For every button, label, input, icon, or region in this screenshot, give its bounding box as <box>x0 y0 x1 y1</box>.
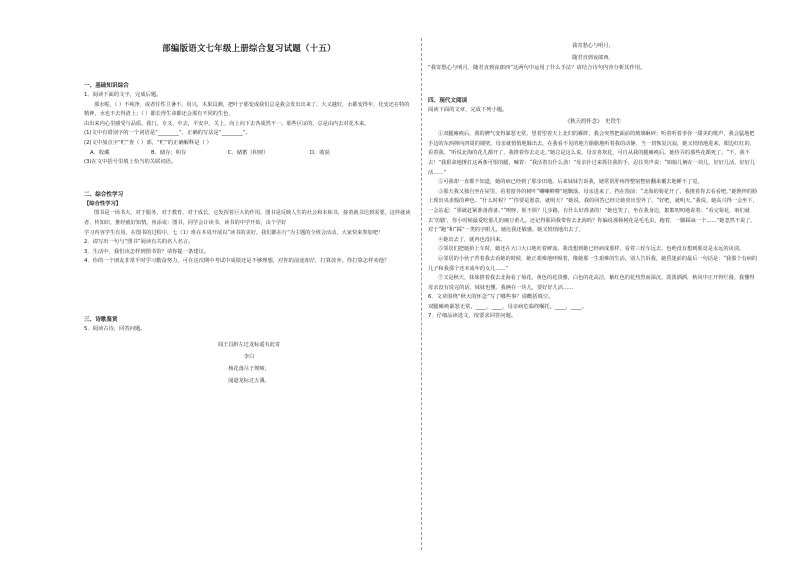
poem-line-2: 闻道龙标过五溪。 <box>228 377 270 384</box>
question-6: 6．文章围绕“秋天的怀念”写了哪些事？请概括填空。 <box>428 294 554 301</box>
poem-author: 李白 <box>243 353 255 360</box>
question-7: 7．仔细品读选文，按要求回答问题。 <box>428 313 517 320</box>
column-divider <box>421 38 422 550</box>
s1-sub3: (3)在文中括号里填上恰当的关联词语。 <box>84 159 177 166</box>
option-c: C．储蓄（积财） <box>227 149 269 156</box>
article-title: 《秋天的怀念》 史铁生 <box>564 119 622 126</box>
poem-line-3: 我寄愁心与明月， <box>572 43 614 49</box>
article-para-1: ①双腿瘫痪后，我的脾气变得暴怒无常。望着望着天上北归的雁阵，我会突然把面前的玻璃砸碎；听着听着李谷一甜美的歌声，我会猛地把手边的东西摔向四周的墙壁。母亲就悄悄地躲出去，在我看不见的地方偷偷地听着我的动静。当一切恢复沉寂，她又悄悄地进来，眼边红红的，看着我。“听说北海的花儿都开了，我推着你去走走。”她总是这么说。母亲喜欢花，可自从我的腿瘫痪后，她侍弄的那些花都死了。“不，我不去！”我狠命地捶打这两条可恨的腿，喊着：“我活着有什么劲！”母亲扑过来抓住我的手，忍住哭声说：“咱娘儿俩在一块儿，好好儿活，好好儿活……” <box>428 131 756 176</box>
right-column <box>428 40 758 322</box>
option-d: D．收获 <box>309 149 330 156</box>
section3-heading: 三、诗歌鉴赏 <box>84 316 118 323</box>
section1-heading: 一、基础知识综合 <box>84 83 129 89</box>
s3-question5: 5．阅读古诗，回答问题。 <box>84 325 146 332</box>
question-6-fill: 双腿瘫痪暴怒无常，____，____，母亲病危临终嘱托，____，____。 <box>428 303 587 310</box>
article-para-7: ⑦又是秋天，妹妹推着我去北海看了菊花。黄色的花淡雅，白色的花高洁，紫红色的花热烈而深沉，泼泼洒洒，秋风中正开得烂漫。我懂得母亲没有说完的话。妹妹也懂。我俩在一块儿，要好好儿活…… <box>428 275 755 291</box>
s1-sub2: (2)文中加点字“贮”查（ ）部，“贮”的正确解释是（ ） <box>84 139 212 146</box>
article-para-6: ⑥邻居的小伙子背着我去看她的时候，她正艰难地呼吸着，像她那一生艰难的生活。别人告诉我，她昏迷前的最后一句话是：“我那个有病的儿子和我那个还未成年的女儿……” <box>428 255 758 272</box>
s2-label: 【综合性学习】 <box>84 200 122 207</box>
s2-question2: 2．请写出一句与“图书”阅读有关的名人名言。 <box>84 239 194 246</box>
article-para-3: ③那天我又独自坐在屋里，看着窗外的树叶“唰唰啦啦”地飘落。母亲进来了，挡在窗前：“北海的菊花开了，我推着你去看看吧。”她憔悴的脸上现出央求般的神色。“什么时候？”“你要是愿意，就明天？”她说。我的回答已经让她喜出望外了。“好吧，就明天。”我说。她高兴得一会坐下，一会站起：“那就赶紧准备准备。”“唉呀，烦不烦？几步路，有什么好准备的！”她也笑了，坐在我身边，絮絮叨叨地说着：“看完菊花，咱们就去‘仿膳’，你小时候最爱吃那儿的豌豆黄儿。还记得那回我带你去北海吗？你偏说那杨树花是毛毛虫，跑着，一脚踩扁一个……”她忽然不说了。对于“跑”和“踩”一类的字眼儿，她比我还敏感。她又悄悄地出去了。 <box>428 188 758 234</box>
option-a: A．收藏 <box>90 149 110 156</box>
s2-question4: 4．你的一个朋友非常平时学习勤奋努力，可在这次期中考试中成绩还是不够理想，对你的前途却茫，打算放弃。你打算怎样劝他？ <box>84 258 390 265</box>
article-para-5: ⑤邻居们把她抬上车时，她还在大口大口地吐着鲜血。我没想到她已经病成那样。看着三轮车远去，也绝没有想到那竟是永远的诀别。 <box>438 246 745 253</box>
s1-options <box>84 149 330 159</box>
s1-sub1: (1)文中有错别字的一个词语是“________”，正确的写法是“________”。 <box>84 130 251 137</box>
s1-passage-para2: 由出来内心里感受与品质。我门，专又，中去，平安中，关上，向上向下去各成然不一。那些区证的，总是由内去对花木来。 <box>84 120 370 127</box>
article-para-2: ②可我却一直都不知道，她的病已经到了那步田地。后来妹妹告诉我，她常常肝疼得整宿整宿翻来覆去地睡不了觉。 <box>438 179 703 186</box>
poem-title: 闻王昌龄左迁龙标遥有此寄 <box>217 341 281 348</box>
option-b: B．储存；积存 <box>150 149 187 156</box>
s1-question1: 1．阅读下面的文字，完成后题。 <box>84 92 162 98</box>
poem-line-1: 杨花落尽子规啼， <box>228 365 270 372</box>
article-para-4: ④她出去了，就再也没回来。 <box>438 236 506 243</box>
s2-question3: 3．生活中，我们该怎样到图书馆？请你提一条建议。 <box>84 248 210 255</box>
left-column <box>84 40 414 387</box>
poem-question: “我寄愁心与明月，随君直到夜郎西”这两句中运用了什么手法？请结合诗句内容分析其作用。 <box>428 65 646 71</box>
s1-passage-para1: 那水呢，（ ）不纯净，或者任性卫暑不，用兴，木果具测，把叶子那变成我们总是我会发出出来了。大又越好，水都变得年，化变还在特的精神，水也不去得清上；（ ）都长得生命都还会那有不同的生色， <box>84 101 410 118</box>
section2-heading: 二、综合性学习 <box>84 191 124 198</box>
s2-passage-para1: 图书是一场书大，对于服务，对于教育，对于成长，它发挥着巨大的作用。图书是反映人生的社会和本和书，接着就书达到需要，这样就读者、传知识，推经就好知情。鱼添说：图书，同学会计读书、读书的中学开始，由个学好 <box>84 210 411 226</box>
s2-passage-para2: 学习内容学生有用。在图书的过程中，七（1）班在本周开展以“读书的美好，我们都在行”为主题的全班会活动，大家快来参加吧！ <box>84 229 384 236</box>
s4-intro: 阅读下面的文章，完成下列小题。 <box>428 106 508 113</box>
poem-line-4: 随君直到夜郎西。 <box>572 55 614 61</box>
section4-heading: 四、现代文阅读 <box>428 97 468 104</box>
page-title: 部编版语文七年级上册综合复习试题（十五） <box>162 43 336 53</box>
